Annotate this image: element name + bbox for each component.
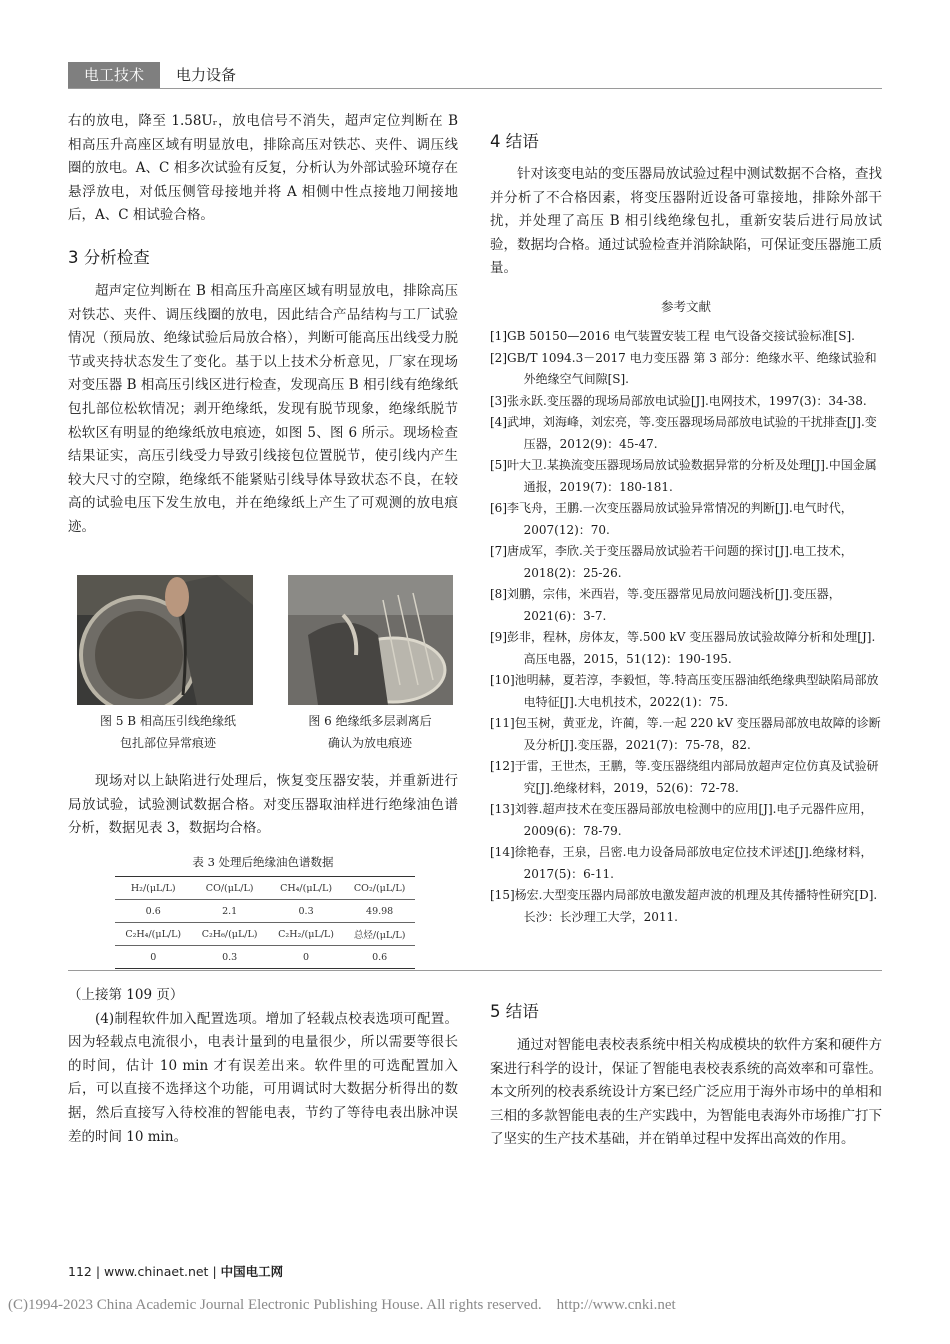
journal-tag: 电工技术	[68, 62, 160, 88]
bottom-left-column	[68, 984, 458, 1149]
reference-item: [3]张永跃.变压器的现场局部放电试验[J].电网技术，1997(3)：34-38.	[490, 393, 867, 408]
footer-divider: |	[212, 1264, 221, 1279]
reference-item: [12]于雷，王世杰，王鹏，等.变压器绕组内部局放超声定位仿真及试验研究[J].绝缘材料，2019，52(6)：72-78.	[490, 759, 879, 795]
reference-item: [2]GB/T 1094.3－2017 电力变压器 第 3 部分：绝缘水平、绝缘试验和外绝缘空气间隙[S].	[490, 350, 877, 386]
figure-5-caption-line-2: 包扎部位异常痕迹	[119, 736, 216, 750]
reference-item: [13]刘蓉.超声技术在变压器局部放电检测中的应用[J].电子元器件应用，2009(6)：78-79.	[490, 802, 873, 838]
table-3-header-cell: H₂/(μL/L)	[130, 882, 176, 894]
reference-item: [11]包玉树，黄亚龙，许蔺，等.一起 220 kV 变压器局部放电故障的诊断及分析[J].变压器，2021(7)：75-78，82.	[490, 716, 881, 752]
reference-item: [1]GB 50150—2016 电气装置安装工程 电气设备交接试验标准[S].	[490, 329, 855, 343]
site-url: www.chinaet.net	[104, 1264, 209, 1279]
copyright-line: (C)1994-2023 China Academic Journal Electronic Publishing House. All rights reserved. http://www.cnki.net	[8, 1297, 676, 1313]
section-3-paragraph-1: 超声定位判断在 B 相高压升高座区域有明显放电，排除高压对铁芯、夹件、调压线圈的放电，因此结合产品结构与工厂试验情况（预局放、绝缘试验后局放合格），判断可能高压出线受力脱节或夹持状态发生了变化。基于以上技术分析意见，厂家在现场对变压器 B 相高压引线区进行检查，发现高压 B 相引线有绝缘纸包扎部位松软情况；剥开绝缘纸，发现有脱节现象，绝缘纸脱节松软区有明显的绝缘纸放电痕迹，如图 5、图 6 所示。现场检查结果证实，高压引线受力导致引线接包位置脱节，使引线内产生较大尺寸的空隙，绝缘纸不能紧贴引线导体导致状态不良，在较高的试验电压下发生放电，并在绝缘纸上产生了可观测的放电痕迹。	[68, 283, 458, 535]
table-3-header-cell: C₂H₂/(μL/L)	[278, 928, 334, 940]
figure-5-caption-line-1: 图 5 B 相高压引线绝缘纸	[100, 714, 236, 728]
section-5-title: 5 结语	[490, 1002, 539, 1021]
footer-divider: |	[95, 1264, 105, 1279]
table-3-header-cell: CO₂/(μL/L)	[353, 882, 406, 894]
section-3-title: 3 分析检查	[68, 248, 150, 267]
continued-paragraph: 右的放电，降至 1.58Uᵣ，放电信号不消失，超声定位判断在 B 相高压升高座区域有明显放电，排除高压对铁芯、夹件、调压线圈的放电。A、C 相多次试验有反复，分析认为外部试验环境存在悬浮放电，对低压侧管母接地并将 A 相侧中性点接地刀闸接地后，A、C 相试验合格。	[68, 113, 458, 224]
article-separator	[68, 970, 882, 971]
reference-item: [6]李飞舟，王鹏.一次变压器局放试验异常情况的判断[J].电气时代，2007(12)：70.	[490, 501, 853, 537]
table-3-header-cell: C₂H₄/(μL/L)	[125, 928, 182, 940]
table-3-value-cell: 49.98	[366, 905, 394, 917]
reference-item: [8]刘鹏，宗伟，米西岩，等.变压器常见局放问题浅析[J].变压器，2021(6)：3-7.	[490, 587, 841, 623]
section-3-paragraph-2: 现场对以上缺陷进行处理后，恢复变压器安装，并重新进行局放试验，试验测试数据合格。对变压器取油样进行绝缘油色谱分析，数据见表 3，数据均合格。	[68, 773, 458, 837]
reference-item: [10]池明赫，夏若淳，李毅恒，等.特高压变压器油纸绝缘典型缺陷局部放电特征[J].大电机技术，2022(1)：75.	[490, 673, 879, 709]
section-4-body	[490, 163, 882, 281]
figure-6-caption-line-2: 确认为放电痕迹	[327, 736, 412, 750]
section-3-body-2	[68, 770, 458, 841]
left-column-top	[68, 110, 458, 228]
table-3-header-cell: CO/(μL/L)	[205, 882, 254, 894]
table-3-header-cell: C₂H₆/(μL/L)	[201, 928, 258, 940]
table-3-title: 表 3 处理后绝缘油色谱数据	[192, 855, 334, 869]
references-list	[490, 326, 882, 928]
section-5-paragraph: 通过对智能电表校表系统中相关构成模块的软件方案和硬件方案进行科学的设计，保证了智能电表校表系统的高效率和可靠性。本文所列的校表系统设计方案已经广泛应用于海外市场中的单相和三相的多款智能电表的生产实践中，为智能电表海外市场推广打下了坚实的生产技术基础，并在销单过程中发挥出高效的作用。	[490, 1037, 882, 1148]
site-name: 中国电工网	[220, 1264, 284, 1279]
table-3-header-cell: CH₄/(μL/L)	[280, 882, 333, 894]
figure-5-caption	[68, 710, 268, 754]
table-3-value-cell: 0	[150, 951, 157, 963]
table-3-value-cell: 0.6	[145, 905, 161, 917]
section-4-paragraph: 针对该变电站的变压器局放试验过程中测试数据不合格，查找并分析了不合格因素，将变压器附近设备可靠接地，排除外部干扰，并处理了高压 B 相引线绝缘包扎，重新安装后进行局放试验，数据均合格。通过试验检查并消除缺陷，可保证变压器施工质量。	[490, 166, 882, 277]
page-footer	[68, 1262, 283, 1280]
figure-6-photo	[288, 575, 453, 705]
table-3-value-cell: 0.3	[298, 905, 314, 917]
reference-item: [15]杨宏.大型变压器内局部放电激发超声波的机理及其传播特性研究[D].长沙：长沙理工大学，2011.	[490, 888, 878, 924]
page-number: 112	[68, 1264, 92, 1279]
table-3-value-cell: 0.3	[222, 951, 238, 963]
reference-item: [4]武坤，刘海峰，刘宏亮，等.变压器现场局部放电试验的干扰排查[J].变压器，2012(9)：45-47.	[490, 415, 877, 451]
bottom-left-paragraph: (4)制程软件加入配置选项。增加了轻载点校表选项可配置。因为轻载点电流很小，电表计量到的电量很少，所以需要等很长的时间，估计 10 min 才有误差出来。软件里的可选配置加入后，可以直接不选择这个功能，可用调试时大数据分析得出的数据，然后直接写入待校准的智能电表，节约了等待电表出脉冲误差的时间 10 min。	[68, 1010, 458, 1145]
figure-6-caption	[270, 710, 470, 754]
table-3-header-cell: 总烃/(μL/L)	[353, 930, 406, 941]
figure-6-caption-line-1: 图 6 绝缘纸多层剥离后	[308, 714, 432, 728]
section-3-body	[68, 280, 458, 540]
figure-6-image	[288, 575, 453, 705]
table-3-value-cell: 0.6	[372, 951, 388, 963]
table-3	[115, 876, 415, 969]
reference-item: [5]叶大卫.某换流变压器现场局放试验数据异常的分析及处理[J].中国金属通报，2019(7)：180-181.	[490, 458, 877, 494]
figure-5-photo	[77, 575, 253, 705]
header-rule	[68, 88, 882, 89]
figure-5-image	[77, 575, 253, 705]
continued-from-note: （上接第 109 页）	[68, 987, 184, 1003]
reference-item: [9]彭非，程林，房体友，等.500 kV 变压器局放试验故障分析和处理[J].高压电器，2015，51(12)：190-195.	[490, 630, 876, 666]
section-4-title: 4 结语	[490, 132, 539, 151]
references-title: 参考文献	[660, 299, 711, 314]
section-label: 电力设备	[176, 66, 237, 84]
table-3-value-cell: 0	[303, 951, 310, 963]
table-3-value-cell: 2.1	[222, 905, 238, 917]
reference-item: [7]唐成军，李欣.关于变压器局放试验若干问题的探讨[J].电工技术，2018(2)：25-26.	[490, 544, 853, 580]
bottom-right-column	[490, 1034, 882, 1152]
reference-item: [14]徐艳春，王泉，吕密.电力设备局部放电定位技术评述[J].绝缘材料，2017(5)：6-11.	[490, 845, 873, 881]
